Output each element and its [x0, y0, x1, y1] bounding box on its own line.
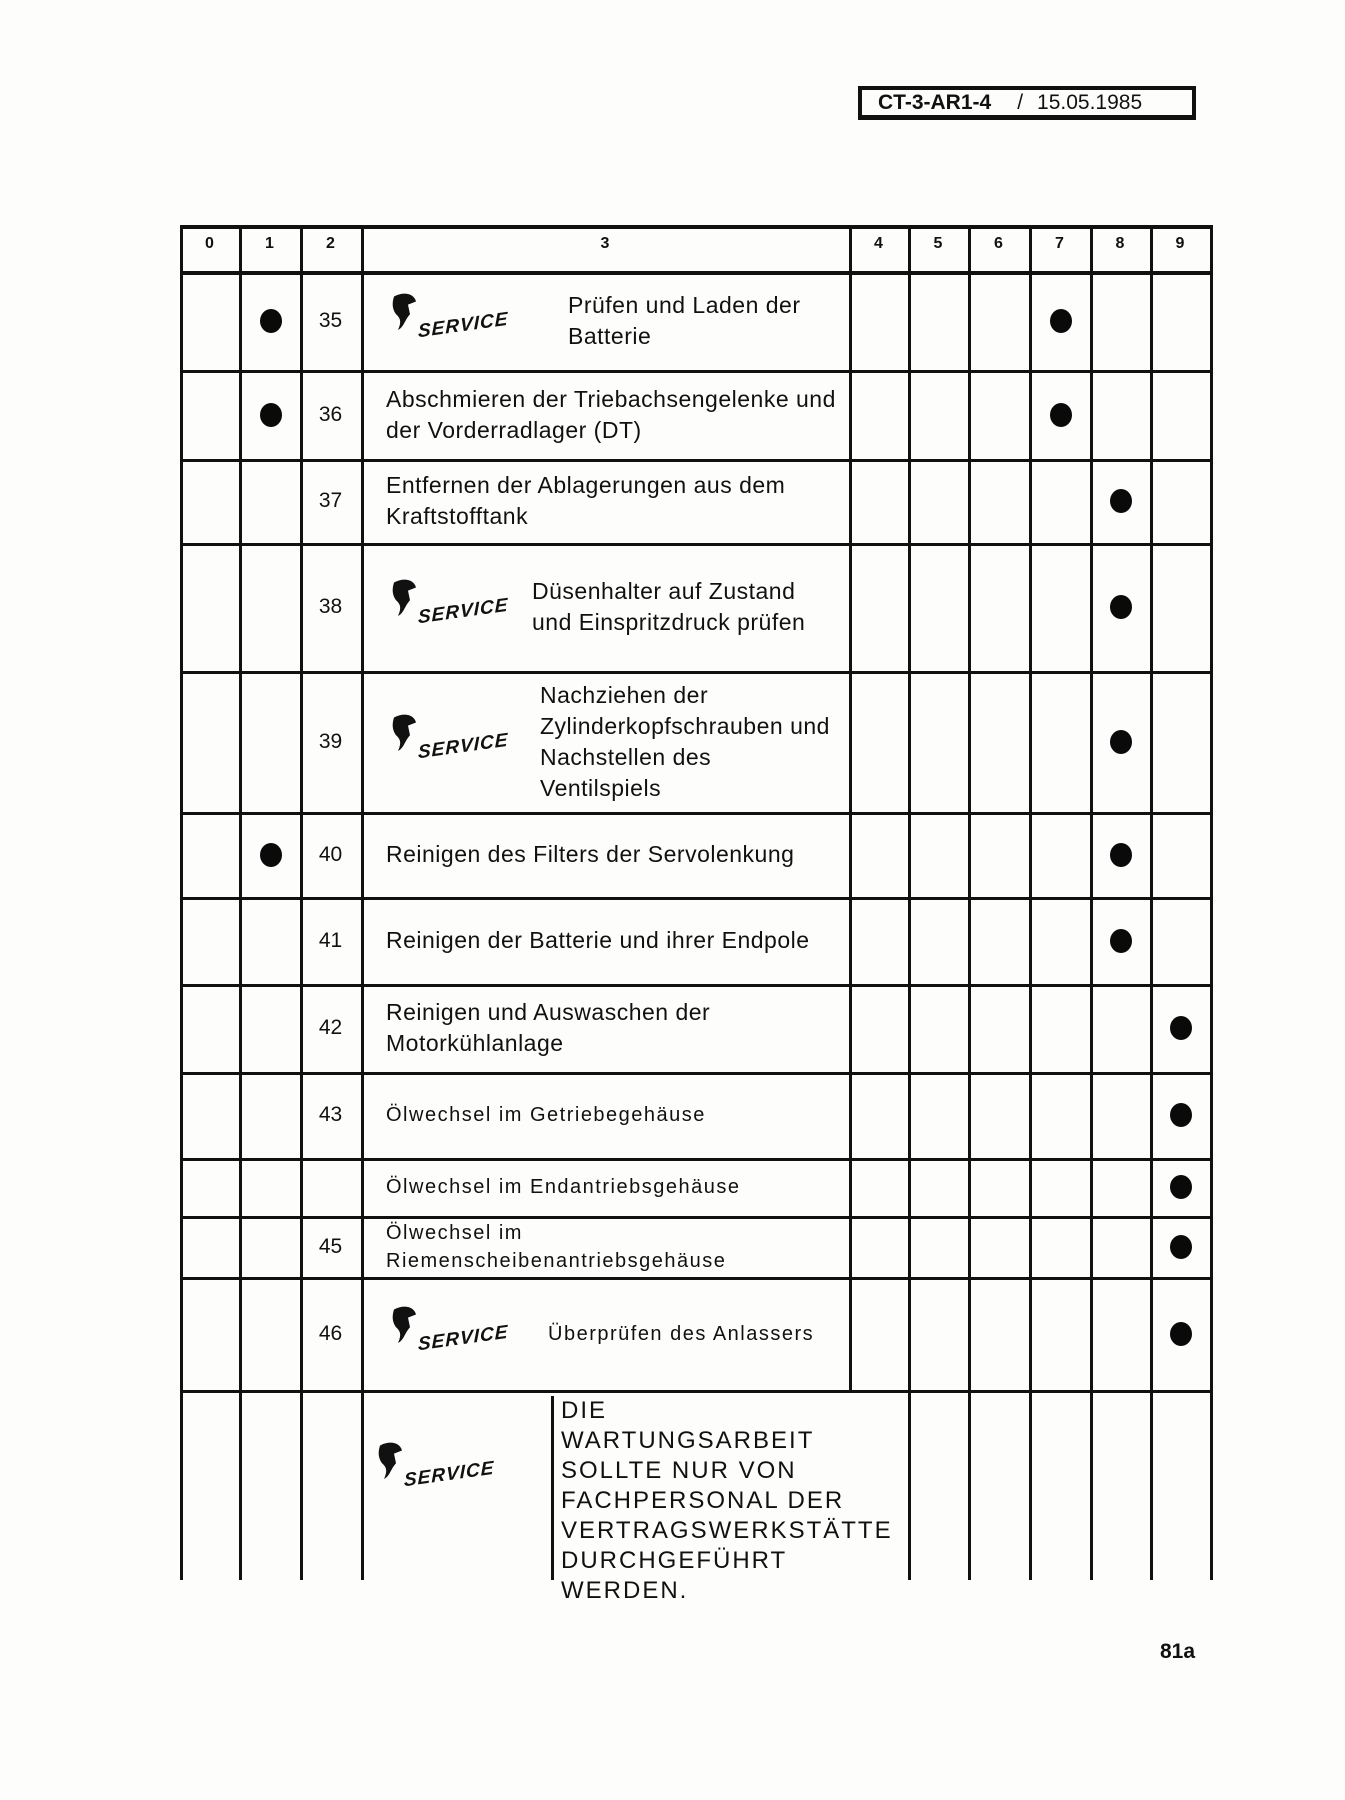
page-number: 81a — [1160, 1640, 1196, 1663]
note-border — [551, 1396, 554, 1580]
interval-dot — [1050, 403, 1072, 427]
service-logo — [392, 1304, 508, 1362]
document-reference — [858, 86, 1196, 120]
column-header: 7 — [1055, 235, 1064, 252]
row-number: 42 — [318, 1016, 343, 1039]
column-divider — [1150, 225, 1153, 1580]
service-label: SERVICE — [418, 729, 509, 763]
row-description: Ölwechsel im Endantriebsgehäuse — [386, 1176, 741, 1198]
document-date: 15.05.1985 — [1037, 90, 1143, 114]
service-note: DIE WARTUNGSARBEIT SOLLTE NUR VON FACHPERSONAL DER VERTRAGSWERKSTÄTTE DURCHGEFÜHRT WERDEN. — [561, 1397, 893, 1604]
service-label: SERVICE — [404, 1457, 495, 1492]
column-header: 3 — [600, 235, 610, 252]
interval-dot — [260, 309, 282, 333]
interval-dot — [1170, 1235, 1192, 1259]
column-header: 6 — [994, 235, 1003, 252]
row-number: 38 — [318, 595, 343, 618]
service-label: SERVICE — [418, 594, 509, 629]
column-header: 9 — [1175, 235, 1185, 252]
column-header: 8 — [1115, 235, 1125, 252]
column-divider — [908, 225, 911, 1580]
service-logo — [378, 1440, 494, 1498]
interval-dot — [1110, 730, 1132, 754]
row-number: 35 — [318, 308, 343, 332]
service-logo — [392, 712, 508, 770]
column-header: 2 — [326, 235, 335, 252]
column-divider — [1210, 225, 1213, 1580]
interval-dot — [1110, 929, 1132, 953]
interval-dot — [1110, 843, 1132, 867]
row-number — [300, 1158, 361, 1216]
row-description: Reinigen des Filters der Servolenkung — [386, 841, 795, 867]
row-description: Reinigen der Batterie und ihrer Endpole — [386, 927, 810, 953]
interval-dot — [1110, 595, 1132, 619]
row-description: Überprüfen des Anlassers — [548, 1322, 815, 1345]
row-description: Prüfen und Laden der Batterie — [568, 291, 801, 349]
row-number: 45 — [318, 1234, 343, 1258]
wrench-icon — [390, 288, 420, 338]
wrench-icon — [376, 1438, 406, 1488]
column-header: 1 — [265, 235, 274, 252]
column-divider — [1029, 225, 1032, 1580]
row-description: Ölwechsel im Riemenscheibenantriebsgehäuse — [386, 1221, 727, 1272]
wrench-icon — [390, 1301, 420, 1351]
row-number: 41 — [318, 928, 343, 952]
column-header: 4 — [874, 235, 883, 252]
interval-dot — [1110, 489, 1132, 513]
column-divider — [968, 225, 971, 1580]
interval-dot — [1170, 1175, 1192, 1199]
row-description: Abschmieren der Triebachsengelenke und der Vorderradlager (DT) — [386, 385, 836, 443]
interval-dot — [1050, 309, 1072, 333]
service-logo — [392, 577, 508, 635]
row-divider — [180, 225, 1213, 229]
interval-dot — [1170, 1016, 1192, 1040]
interval-dot — [260, 843, 282, 867]
wrench-icon — [390, 575, 420, 625]
column-divider — [1090, 225, 1093, 1580]
service-label: SERVICE — [418, 1321, 509, 1355]
column-header: 5 — [933, 235, 943, 252]
row-number: 40 — [318, 842, 343, 866]
row-description: Ölwechsel im Getriebegehäuse — [386, 1104, 706, 1126]
service-logo — [392, 291, 508, 349]
row-number: 36 — [318, 402, 343, 426]
row-description: Entfernen der Ablagerungen aus dem Kraftstofftank — [386, 472, 786, 529]
row-description: Reinigen und Auswaschen der Motorkühlanlage — [386, 999, 711, 1056]
column-divider — [361, 225, 364, 1580]
row-number: 46 — [318, 1321, 343, 1345]
interval-dot — [260, 403, 282, 427]
column-divider — [180, 225, 183, 1580]
service-label: SERVICE — [418, 308, 509, 342]
wrench-icon — [390, 709, 420, 759]
interval-dot — [1170, 1103, 1192, 1127]
column-header: 0 — [205, 235, 214, 252]
row-description: Düsenhalter auf Zustand und Einspritzdruck prüfen — [532, 578, 806, 635]
column-divider — [239, 225, 242, 1580]
row-number: 37 — [318, 489, 343, 512]
row-number: 39 — [318, 729, 343, 753]
interval-dot — [1170, 1322, 1192, 1346]
document-code: CT-3-AR1-4 — [878, 90, 992, 114]
row-divider — [180, 1390, 1213, 1393]
row-number: 43 — [318, 1103, 343, 1126]
separator: / — [1017, 90, 1024, 114]
row-description: Nachziehen der Zylinderkopfschrauben und Nachstellen des Ventilspiels — [540, 681, 830, 801]
